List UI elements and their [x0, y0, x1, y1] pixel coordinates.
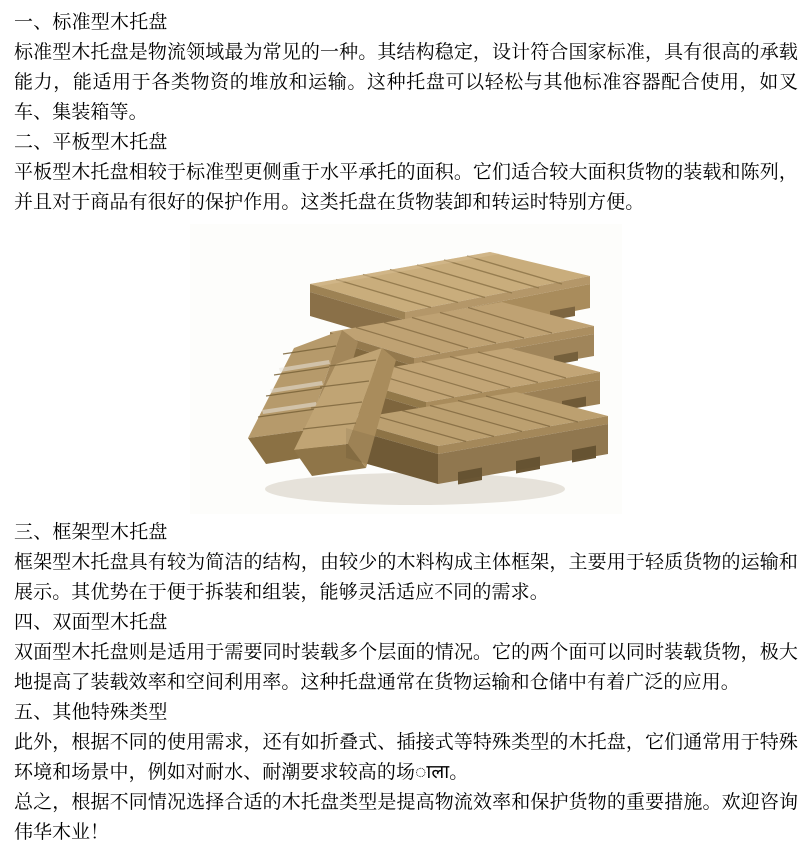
section-4-heading: 四、双面型木托盘 — [14, 612, 168, 633]
section-5-heading: 五、其他特殊类型 — [14, 702, 168, 723]
section-5 — [14, 698, 798, 788]
section-3-heading: 三、框架型木托盘 — [14, 522, 168, 543]
section-2-body: 平板型木托盘相较于标准型更侧重于水平承托的面积。它们适合较大面积货物的装载和陈列，并且对于商品有很好的保护作用。这类托盘在货物装卸和转运时特别方便。 — [14, 162, 798, 213]
section-3-body: 框架型木托盘具有较为简洁的结构，由较少的木料构成主体框架，主要用于轻质货物的运输和展示。其优势在于便于拆装和组装，能够灵活适应不同的需求。 — [14, 552, 798, 603]
section-2-heading: 二、平板型木托盘 — [14, 132, 168, 153]
section-4-body: 双面型木托盘则是适用于需要同时装载多个层面的情况。它的两个面可以同时装载货物，极大地提高了装载效率和空间利用率。这种托盘通常在货物运输和仓储中有着广泛的应用。 — [14, 642, 798, 693]
closing-paragraph: 总之，根据不同情况选择合适的木托盘类型是提高物流效率和保护货物的重要措施。欢迎咨询伟华木业！ — [14, 792, 798, 843]
section-1-heading: 一、标准型木托盘 — [14, 12, 168, 33]
section-5-body: 此外，根据不同的使用需求，还有如折叠式、插接式等特殊类型的木托盘，它们通常用于特殊环境和场景中，例如对耐水、耐潮要求较高的场ाला。 — [14, 732, 798, 783]
figure-container — [14, 224, 798, 514]
section-4 — [14, 608, 798, 698]
section-3 — [14, 518, 798, 608]
section-1 — [14, 8, 798, 128]
section-1-body: 标准型木托盘是物流领域最为常见的一种。其结构稳定，设计符合国家标准，具有很高的承载能力，能适用于各类物资的堆放和运输。这种托盘可以轻松与其他标准容器配合使用，如叉车、集装箱等。 — [14, 42, 798, 123]
pallet-stack-image — [190, 224, 622, 514]
section-2 — [14, 128, 798, 218]
